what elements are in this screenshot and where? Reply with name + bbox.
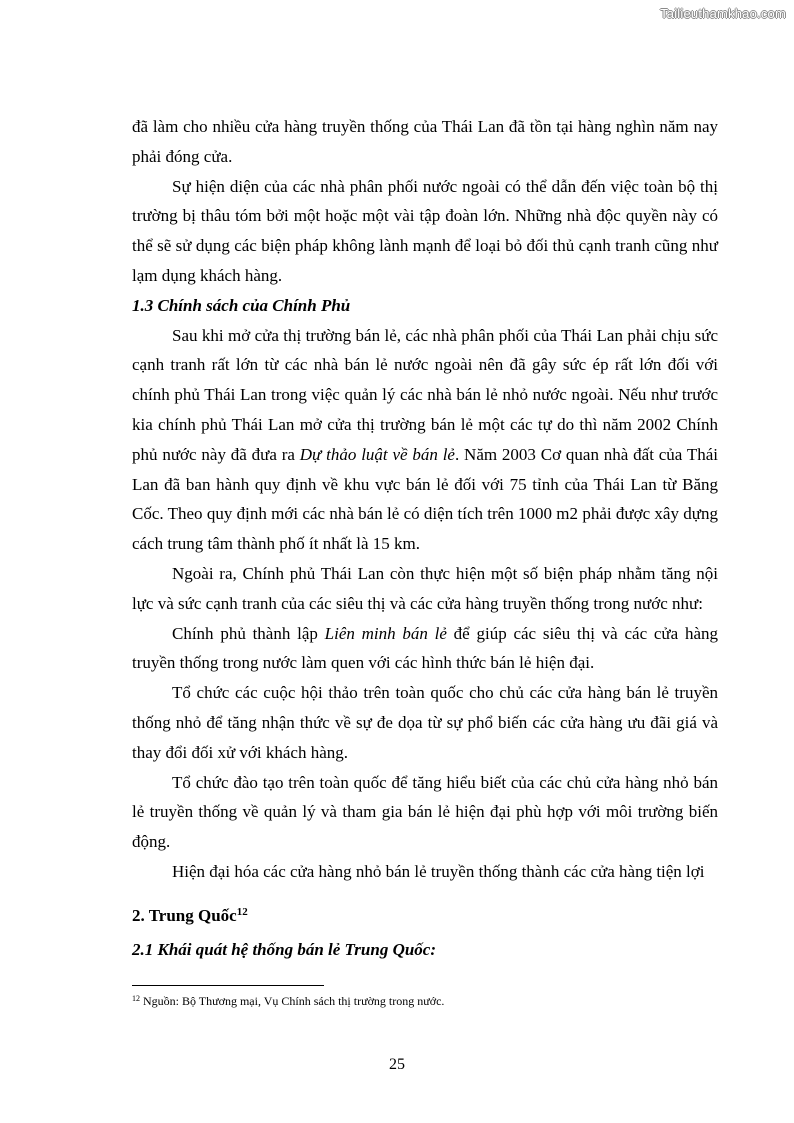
paragraph-7: Tổ chức đào tạo trên toàn quốc để tăng hiểu biết của các chủ cửa hàng nhỏ bán lẻ truyền thống về quản lý và tham gia bán lẻ hiện đại phù hợp với môi trường biến động. — [132, 772, 718, 852]
paragraph-3-emphasis: Dự thảo luật về bán lẻ — [299, 444, 455, 464]
footnote-divider — [132, 985, 324, 986]
heading-2-1: 2.1 Khái quát hệ thống bán lẻ Trung Quốc: — [132, 939, 437, 959]
footnote — [132, 993, 718, 1009]
paragraph-3-part-b: . Năm 2003 Cơ quan nhà đất của Thái Lan đã ban hành quy định về khu vực bán lẻ đối với 75 tỉnh của Thái Lan từ Băng Cốc. Theo quy định mới các nhà bán lẻ có diện tích trên 1000 m2 phải được xây dựng cách trung tâm thành phố ít nhất là 15 km. — [132, 444, 719, 554]
paragraph-3-part-a: Sau khi mở cửa thị trường bán lẻ, các nhà phân phối của Thái Lan phải chịu sức cạnh tranh rất lớn từ các nhà bán lẻ nước ngoài nên đã gây sức ép rất lớn đối với chính phủ Thái Lan trong việc quản lý các nhà bán lẻ nhỏ nước ngoài. Nếu như trước kia chính phủ Thái Lan mở cửa thị trường bán lẻ một các tự do thì năm 2002 Chính phủ nước này đã đưa ra — [132, 325, 718, 464]
paragraph-2: Sự hiện diện của các nhà phân phối nước ngoài có thể dẫn đến việc toàn bộ thị trường bị thâu tóm bởi một hoặc một vài tập đoàn lớn. Những nhà độc quyền này có thể sẽ sử dụng các biện pháp không lành mạnh để loại bỏ đối thủ cạnh tranh cũng như lạm dụng khách hàng. — [132, 176, 718, 285]
paragraph-3 — [132, 321, 718, 559]
paragraph-5-emphasis: Liên minh bán lẻ — [324, 623, 447, 643]
page-body — [132, 112, 718, 964]
paragraph-1: đã làm cho nhiều cửa hàng truyền thống của Thái Lan đã tồn tại hàng nghìn năm nay phải đóng cửa. — [132, 117, 718, 166]
page-number: 25 — [389, 1056, 405, 1073]
heading-2 — [132, 901, 718, 931]
paragraph-5-part-a: Chính phủ thành lập — [172, 623, 325, 643]
paragraph-8: Hiện đại hóa các cửa hàng nhỏ bán lẻ truyền thống thành các cửa hàng tiện lợi — [172, 861, 705, 881]
heading-2-text: 2. Trung Quốc — [132, 905, 237, 925]
heading-1-3: 1.3 Chính sách của Chính Phủ — [132, 295, 351, 315]
footnote-number: 12 — [132, 994, 140, 1003]
paragraph-6: Tổ chức các cuộc hội thảo trên toàn quốc cho chủ các cửa hàng bán lẻ truyền thống nhỏ để tăng nhận thức về sự đe dọa từ sự phổ biến các cửa hàng ưu đãi giá và thay đổi đối xử với khách hàng. — [132, 683, 718, 762]
footnote-text: Nguồn: Bộ Thương mại, Vụ Chính sách thị trường trong nước. — [140, 994, 445, 1008]
footnote-ref[interactable]: 12 — [236, 905, 248, 918]
paragraph-5-part-b: để giúp các siêu thị và các cửa hàng truyền thống trong nước làm quen với các hình thức bán lẻ hiện đại. — [132, 623, 718, 673]
paragraph-5 — [132, 619, 718, 679]
paragraph-4: Ngoài ra, Chính phủ Thái Lan còn thực hiện một số biện pháp nhằm tăng nội lực và sức cạnh tranh của các siêu thị và các cửa hàng truyền thống trong nước như: — [132, 563, 718, 613]
watermark: Tailieuthamkhao.com — [660, 6, 786, 21]
